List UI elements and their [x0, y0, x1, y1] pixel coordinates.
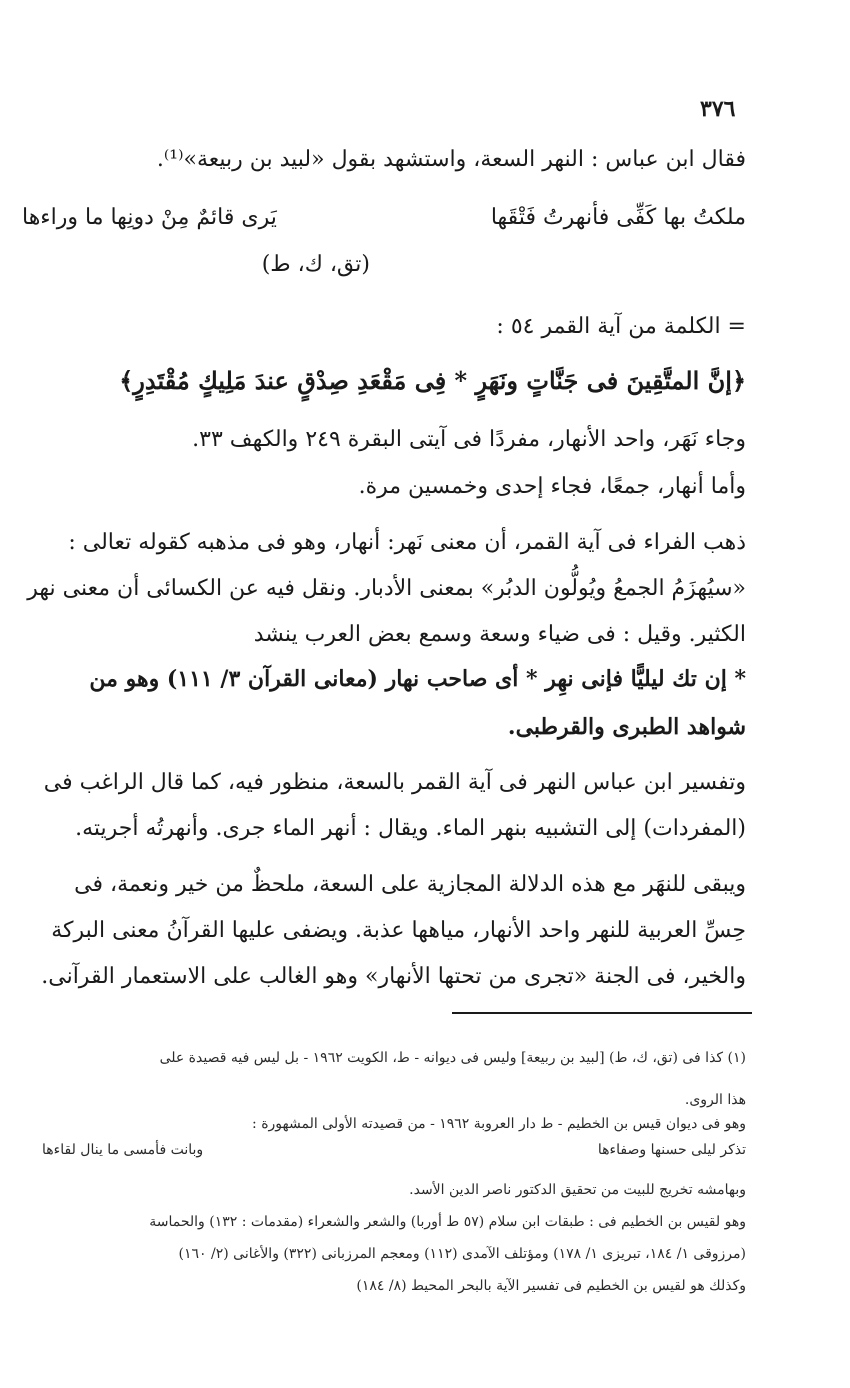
paragraph-line: وتفسير ابن عباس النهر فى آية القمر بالسعة، منظور فيه، كما قال الراغب فى: [43, 770, 746, 795]
footnote-line: وبهامشه تخريج للبيت من تحقيق الدكتور ناصر الدين الأسد.: [409, 1182, 746, 1198]
quran-verse: ﴿إنَّ المتَّقِينَ فى جَنَّاتٍ ونَهَرٍ * فِى مَقْعَدِ صِدْقٍ عندَ مَلِيكٍ مُقْتَدِرٍ﴾: [119, 366, 746, 395]
intro-line: فقال ابن عباس : النهر السعة، واستشهد بقول «لبيد بن ربيعة»⁽¹⁾.: [156, 147, 746, 172]
footnote-line: وهو لقيس بن الخطيم فى : طبقات ابن سلام (٥٧ ط أوربا) والشعر والشعراء (مقدمات : ١٣٢) والحماسة: [149, 1214, 746, 1230]
paragraph-line: شواهد الطبرى والقرطبى.: [507, 714, 746, 740]
section-heading: = الكلمة من آية القمر ٥٤ :: [496, 314, 746, 339]
footnote-line: (مرزوقى ١/ ١٨٤، تبريزى ١/ ١٧٨) ومؤتلف الآمدى (١١٢) ومعجم المرزبانى (٣٢٢) والأغانى (٢/ ١٦٠): [178, 1246, 746, 1262]
paragraph-line: * إن تك ليليًّا فإنى نهِر * أى صاحب نهار (معانى القرآن ٣/ ١١١) وهو من: [89, 666, 746, 692]
paragraph-line: (المفردات) إلى التشبيه بنهر الماء. ويقال : أنهر الماء جرى. وأنهرتُه أجريته.: [75, 816, 746, 841]
paragraph-line: وجاء نَهَر، واحد الأنهار، مفردًا فى آيتى البقرة ٢٤٩ والكهف ٣٣.: [192, 427, 746, 452]
footnote-separator: [452, 1012, 752, 1014]
footnote-line: هذا الروى.: [684, 1092, 746, 1108]
verse-source: (تق، ك، ط): [261, 252, 370, 277]
footnote-line: وكذلك هو لقيس بن الخطيم فى تفسير الآية بالبحر المحيط (٨/ ١٨٤): [356, 1278, 746, 1294]
paragraph-line: حِسِّ العربية للنهر واحد الأنهار، مياهها عذبة. ويضفى عليها القرآنُ معنى البركة: [51, 918, 746, 943]
page-number: ٣٧٦: [700, 96, 736, 122]
paragraph-line: والخير، فى الجنة «تجرى من تحتها الأنهار» وهو الغالب على الاستعمار القرآنى.: [41, 964, 746, 989]
footnote-verse-first: تذكر ليلى حسنها وصفاءها: [597, 1142, 746, 1158]
verse-first-hemistich: ملكتُ بها كَفِّى فأنهرتُ فَتْقَها: [490, 205, 746, 230]
paragraph-line: ويبقى للنهَر مع هذه الدلالة المجازية على السعة، ملحظٌ من خير ونعمة، فى: [74, 872, 746, 897]
verse-second-hemistich: يَرى قائمٌ مِنْ دونِها ما وراءها: [22, 205, 277, 230]
footnote-verse-second: وبانت فأمسى ما ينال لقاءها: [42, 1142, 204, 1158]
paragraph-line: الكثير. وقيل : فى ضياء وسعة وسمع بعض العرب ينشد: [253, 622, 746, 647]
paragraph-line: «سيُهزَمُ الجمعُ ويُولُّون الدبُر» بمعنى الأدبار. ونقل فيه عن الكسائى أن معنى نهر: [27, 576, 746, 601]
footnote-line: وهو فى ديوان قيس بن الخطيم - ط دار العروبة ١٩٦٢ - من قصيدته الأولى المشهورة :: [252, 1116, 746, 1132]
footnote-line: (١) كذا فى (تق، ك، ط) [لبيد بن ربيعة] وليس فى ديوانه - ط، الكويت ١٩٦٢ - بل ليس فيه قصيدة على: [159, 1050, 746, 1066]
paragraph-line: وأما أنهار، جمعًا، فجاء إحدى وخمسين مرة.: [358, 474, 746, 499]
paragraph-line: ذهب الفراء فى آية القمر، أن معنى نَهر: أنهار، وهو فى مذهبه كقوله تعالى :: [68, 530, 746, 555]
